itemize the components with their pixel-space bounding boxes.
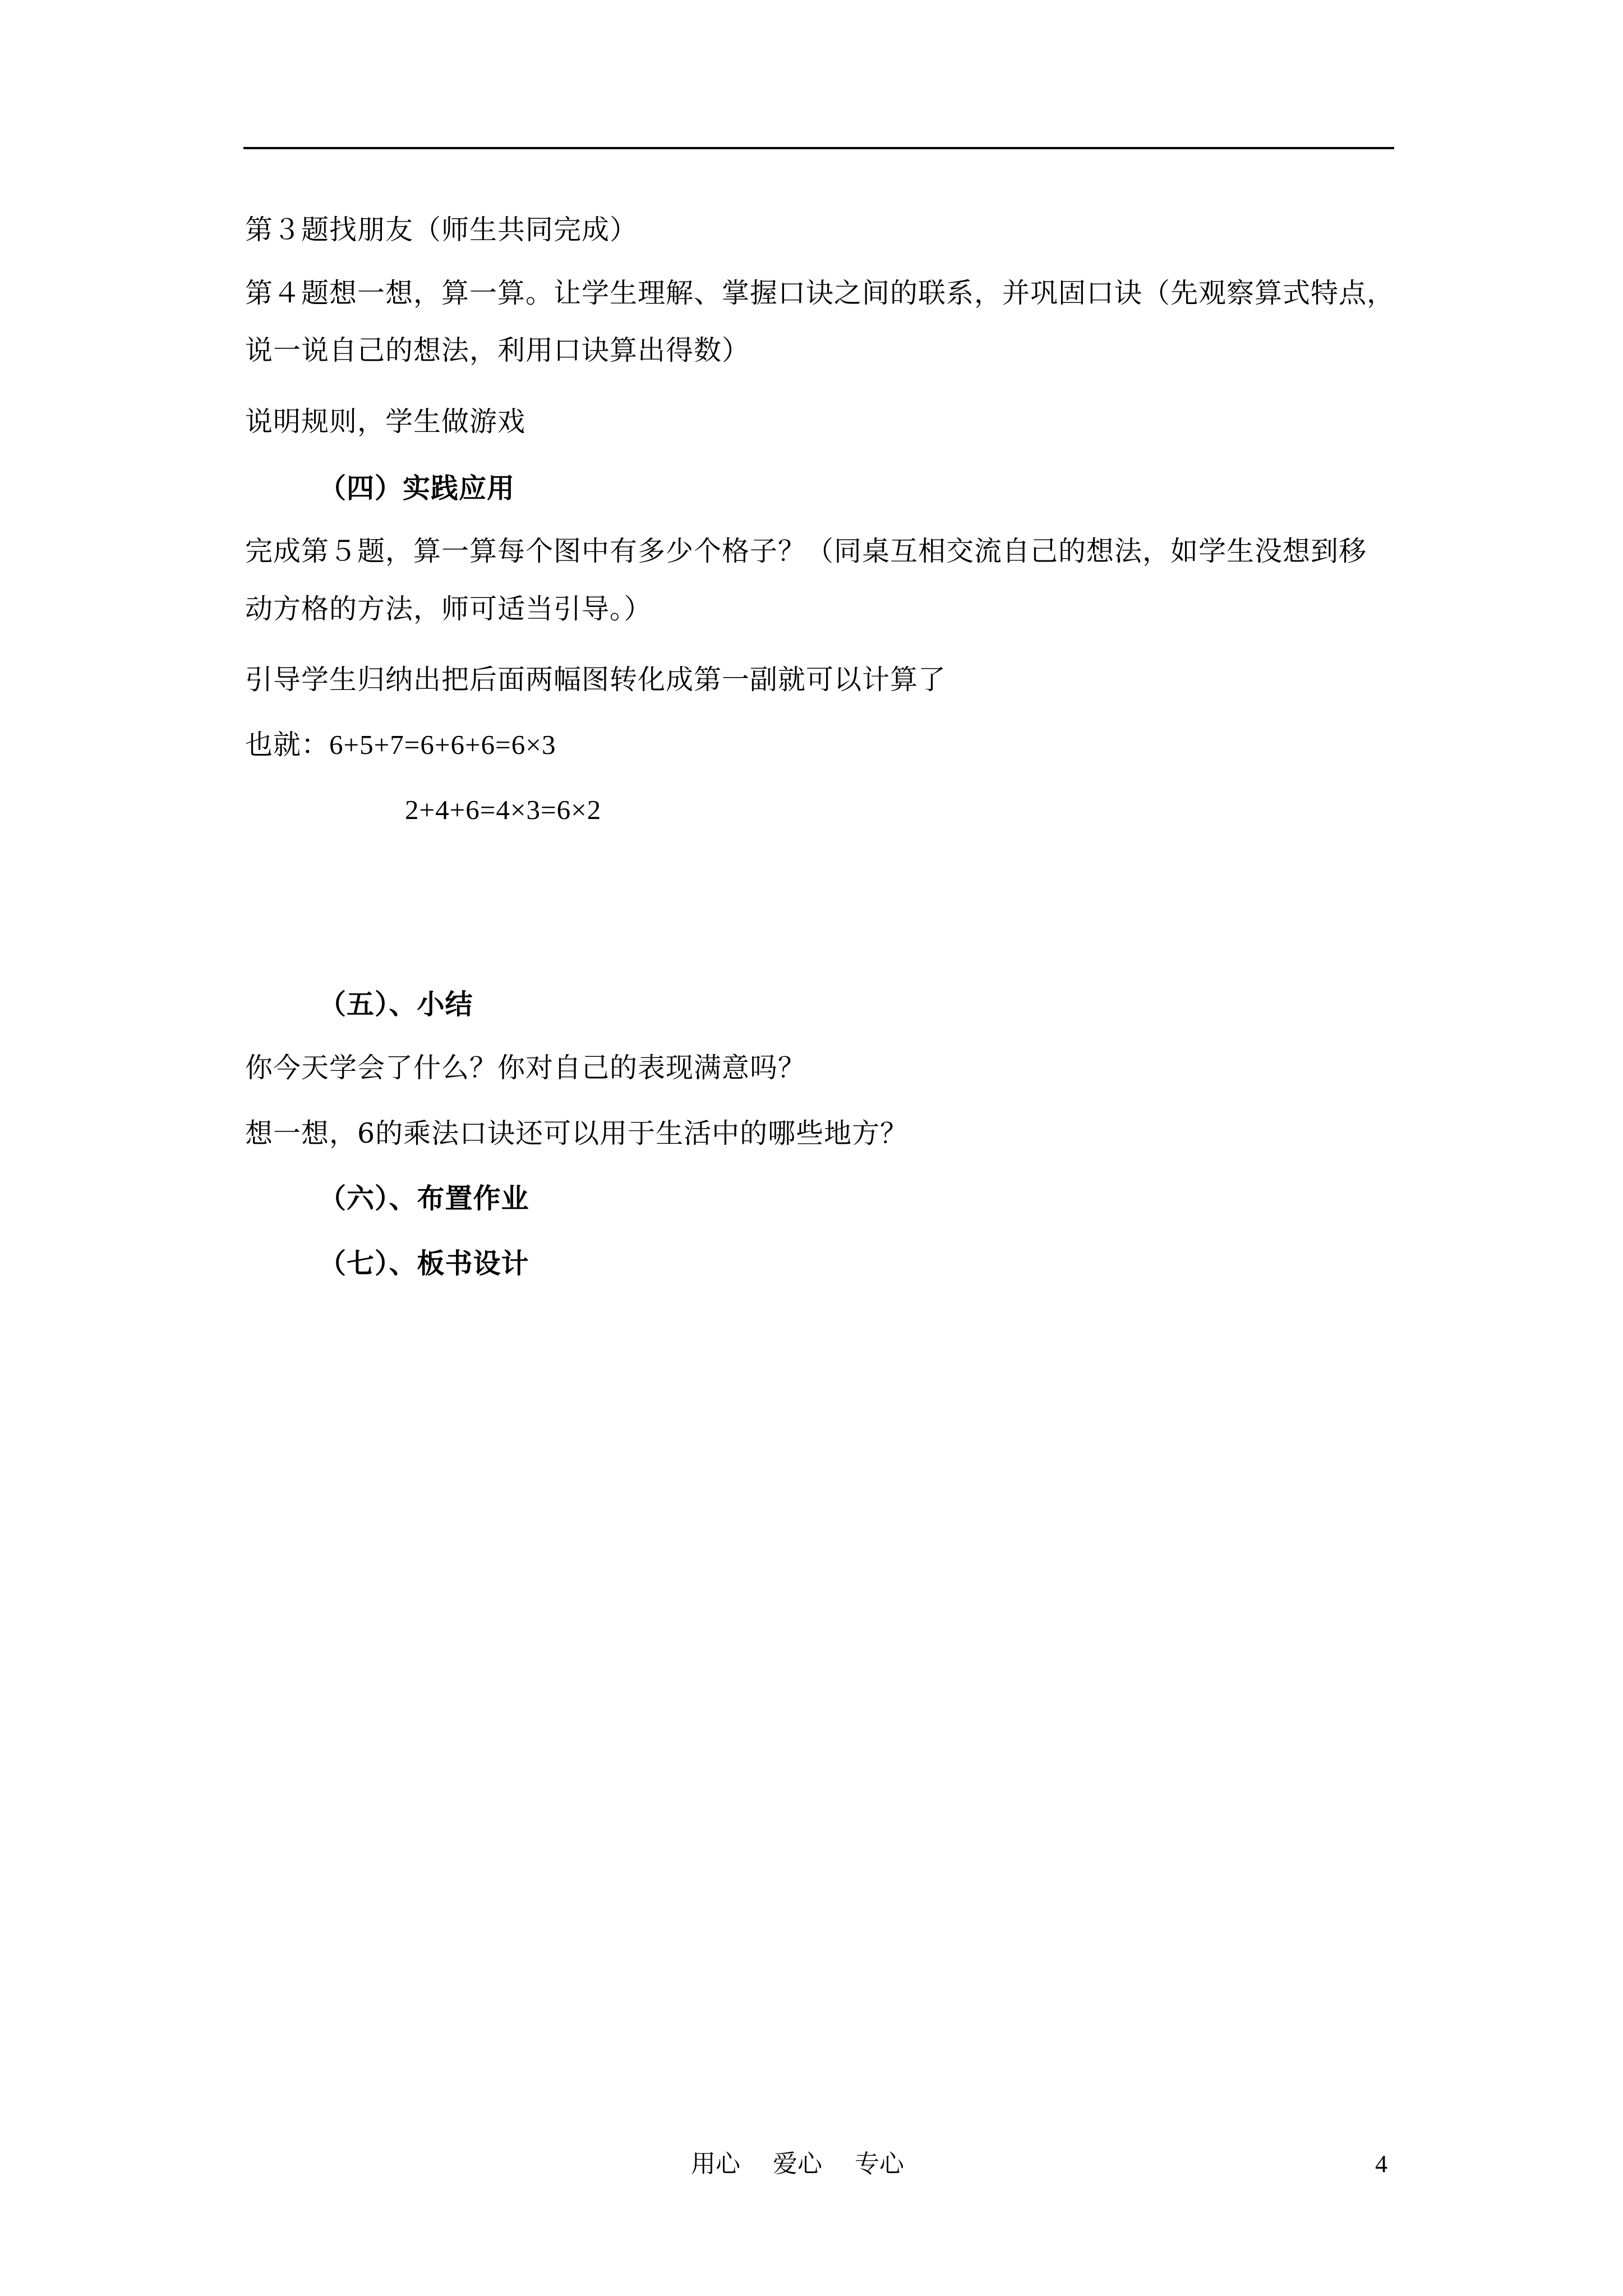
paragraph-exercise-3: 第３题找朋友（师生共同完成） bbox=[245, 214, 638, 246]
paragraph-exercise-4: 第４题想一想，算一算。让学生理解、掌握口诀之间的联系，并巩固口诀（先观察算式特点， bbox=[245, 277, 1395, 309]
page-number: 4 bbox=[1375, 2150, 1387, 2178]
paragraph-exercise-4-cont: 说一说自己的想法，利用口诀算出得数） bbox=[245, 334, 750, 366]
formula-line-2: 2+4+6=4×3=6×2 bbox=[405, 794, 602, 825]
paragraph-guide-summary: 引导学生归纳出把后面两幅图转化成第一副就可以计算了 bbox=[245, 664, 947, 696]
section-heading-summary: （五）、小结 bbox=[319, 988, 473, 1020]
paragraph-question-2: 想一想，6的乘法口诀还可以用于生活中的哪些地方？ bbox=[245, 1117, 909, 1149]
paragraph-question-1: 你今天学会了什么？你对自己的表现满意吗？ bbox=[245, 1052, 806, 1084]
footer-slogan-word: 用心 bbox=[691, 2150, 740, 2178]
footer-slogan-word: 专心 bbox=[855, 2150, 904, 2178]
formula-line-1: 也就：6+5+7=6+6+6=6×3 bbox=[245, 729, 556, 760]
section-heading-homework: （六）、布置作业 bbox=[319, 1182, 529, 1214]
footer-slogan-word: 爱心 bbox=[773, 2150, 822, 2178]
paragraph-game-rules: 说明规则，学生做游戏 bbox=[245, 406, 526, 438]
section-heading-board-design: （七）、板书设计 bbox=[319, 1247, 529, 1280]
header-rule bbox=[243, 147, 1394, 149]
section-heading-practice: （四）实践应用 bbox=[319, 472, 515, 504]
footer-slogan bbox=[691, 2148, 937, 2180]
paragraph-exercise-5: 完成第５题，算一算每个图中有多少个格子？（同桌互相交流自己的想法，如学生没想到移 bbox=[245, 535, 1367, 567]
paragraph-exercise-5-cont: 动方格的方法，师可适当引导。） bbox=[245, 593, 652, 625]
